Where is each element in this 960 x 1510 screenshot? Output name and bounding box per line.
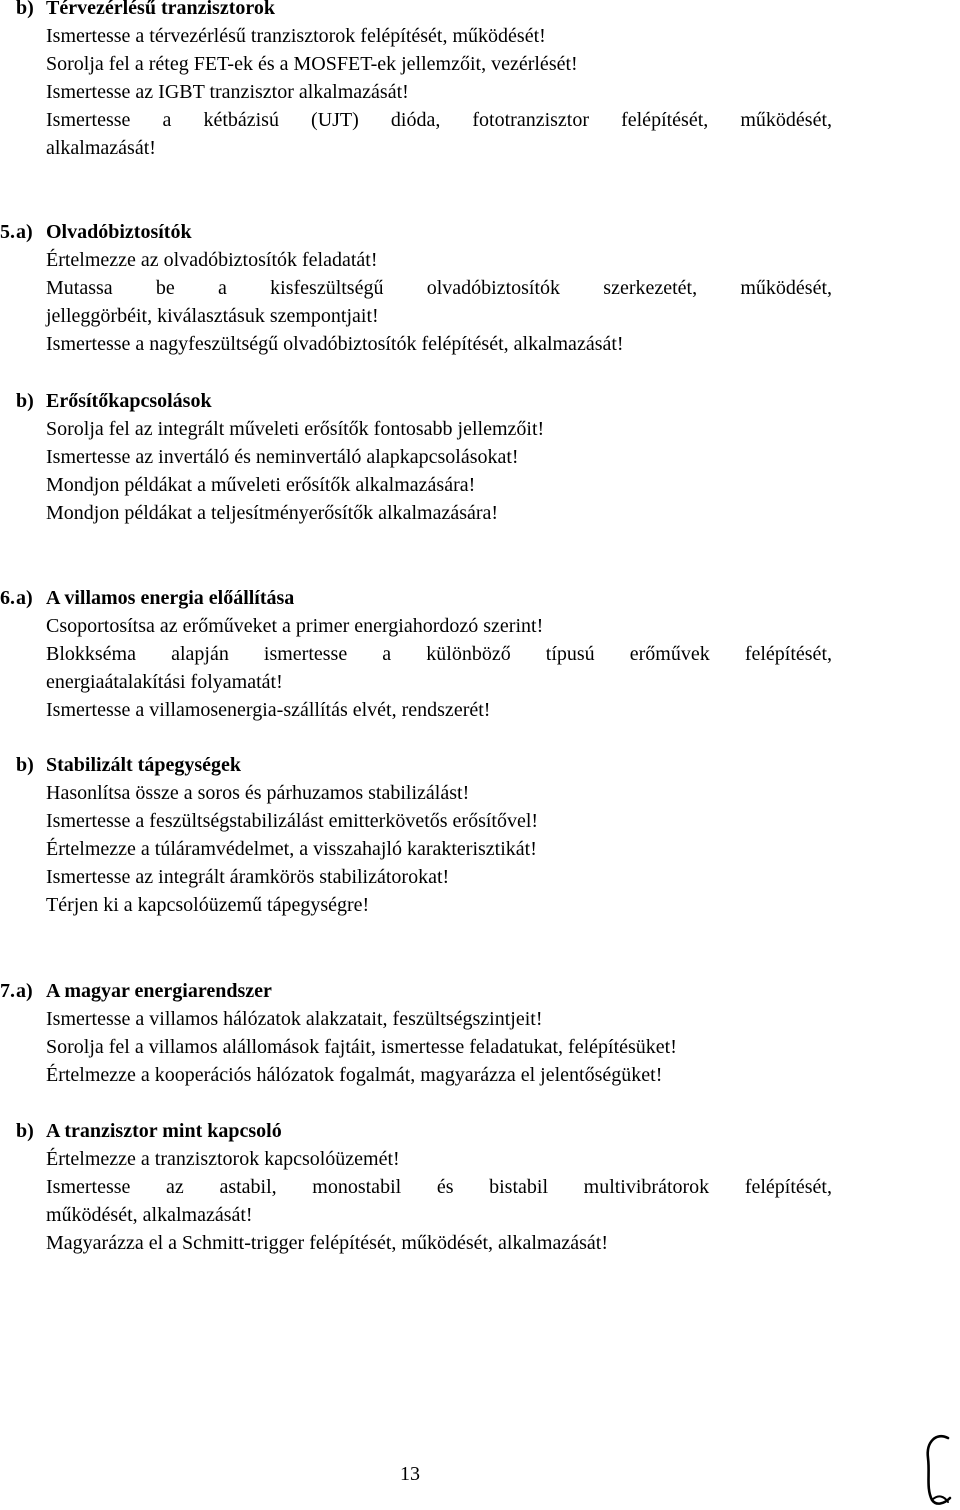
section-title: Térvezérlésű tranzisztorok — [46, 0, 275, 19]
question-line: energiaátalakítási folyamatát! — [46, 671, 283, 693]
topic-number: 5. — [0, 221, 15, 243]
question-line: Értelmezze az olvadóbiztosítók feladatát! — [46, 249, 378, 271]
question-section — [0, 387, 960, 527]
question-line: Értelmezze a tranzisztorok kapcsolóüzemét! — [46, 1148, 400, 1170]
question-line: Ismertesse az invertáló és neminvertáló alapkapcsolásokat! — [46, 446, 519, 468]
section-heading — [0, 751, 960, 779]
question-line: Magyarázza el a Schmitt-trigger felépítését, működését, alkalmazását! — [46, 1232, 608, 1254]
question-line: Sorolja fel az integrált műveleti erősítők fontosabb jellemzőit! — [46, 418, 545, 440]
question-line: Sorolja fel a réteg FET-ek és a MOSFET-ek jellemzőit, vezérlését! — [46, 53, 578, 75]
question-line: Hasonlítsa össze a soros és párhuzamos stabilizálást! — [46, 782, 470, 804]
section-heading — [0, 1117, 960, 1145]
section-heading — [0, 977, 960, 1005]
question-line: jelleggörbéit, kiválasztásuk szempontjait! — [46, 305, 379, 327]
section-letter: b) — [16, 754, 34, 776]
section-letter: a) — [16, 221, 33, 243]
section-title: A magyar energiarendszer — [46, 980, 272, 1002]
question-line: Értelmezze a túláramvédelmet, a visszahajló karakterisztikát! — [46, 838, 537, 860]
section-heading — [0, 584, 960, 612]
question-line: Térjen ki a kapcsolóüzemű tápegységre! — [46, 894, 370, 916]
question-line: Csoportosítsa az erőműveket a primer energiahordozó szerint! — [46, 615, 544, 637]
question-line: Ismertesse a villamos hálózatok alakzatait, feszültségszintjeit! — [46, 1008, 543, 1030]
question-line: Ismertesse a nagyfeszültségű olvadóbiztosítók felépítését, alkalmazását! — [46, 333, 624, 355]
section-title: Olvadóbiztosítók — [46, 221, 192, 243]
question-section — [0, 0, 960, 162]
question-line: Mondjon példákat a műveleti erősítők alkalmazására! — [46, 474, 476, 496]
section-letter: a) — [16, 980, 33, 1002]
section-letter: a) — [16, 587, 33, 609]
section-title: A villamos energia előállítása — [46, 587, 295, 609]
section-title: A tranzisztor mint kapcsoló — [46, 1120, 282, 1142]
question-line: Ismertesse a térvezérlésű tranzisztorok felépítését, működését! — [46, 25, 546, 47]
signature-mark — [918, 1428, 958, 1508]
question-line: alkalmazását! — [46, 137, 156, 159]
question-line: Mutassa be a kisfeszültségű olvadóbiztosítók szerkezetét, működését, — [46, 277, 832, 299]
section-heading — [0, 218, 960, 246]
question-line: Sorolja fel a villamos alállomások fajtáit, ismertesse feladatukat, felépítésüket! — [46, 1036, 677, 1058]
section-letter: b) — [16, 0, 34, 19]
section-title: Stabilizált tápegységek — [46, 754, 241, 776]
question-section — [0, 1117, 960, 1257]
question-line: működését, alkalmazását! — [46, 1204, 253, 1226]
question-line: Ismertesse a villamosenergia-szállítás elvét, rendszerét! — [46, 699, 491, 721]
page-number: 13 — [400, 1463, 420, 1485]
question-line: Blokkséma alapján ismertesse a különböző típusú erőművek felépítését, — [46, 643, 832, 665]
question-line: Ismertesse a kétbázisú (UJT) dióda, fototranzisztor felépítését, működését, — [46, 109, 832, 131]
question-line: Ismertesse a feszültségstabilizálást emitterkövetős erősítővel! — [46, 810, 539, 832]
question-section — [0, 218, 960, 358]
question-section — [0, 584, 960, 724]
question-line: Értelmezze a kooperációs hálózatok fogalmát, magyarázza el jelentőségüket! — [46, 1064, 663, 1086]
section-title: Erősítőkapcsolások — [46, 390, 212, 412]
section-letter: b) — [16, 390, 34, 412]
section-letter: b) — [16, 1120, 34, 1142]
topic-number: 6. — [0, 587, 15, 609]
section-heading — [0, 0, 960, 22]
question-line: Ismertesse az IGBT tranzisztor alkalmazását! — [46, 81, 409, 103]
question-line: Mondjon példákat a teljesítményerősítők alkalmazására! — [46, 502, 499, 524]
section-heading — [0, 387, 960, 415]
topic-number: 7. — [0, 980, 15, 1002]
question-line: Ismertesse az astabil, monostabil és bistabil multivibrátorok felépítését, — [46, 1176, 832, 1198]
question-section — [0, 977, 960, 1089]
question-section — [0, 751, 960, 919]
question-line: Ismertesse az integrált áramkörös stabilizátorokat! — [46, 866, 450, 888]
